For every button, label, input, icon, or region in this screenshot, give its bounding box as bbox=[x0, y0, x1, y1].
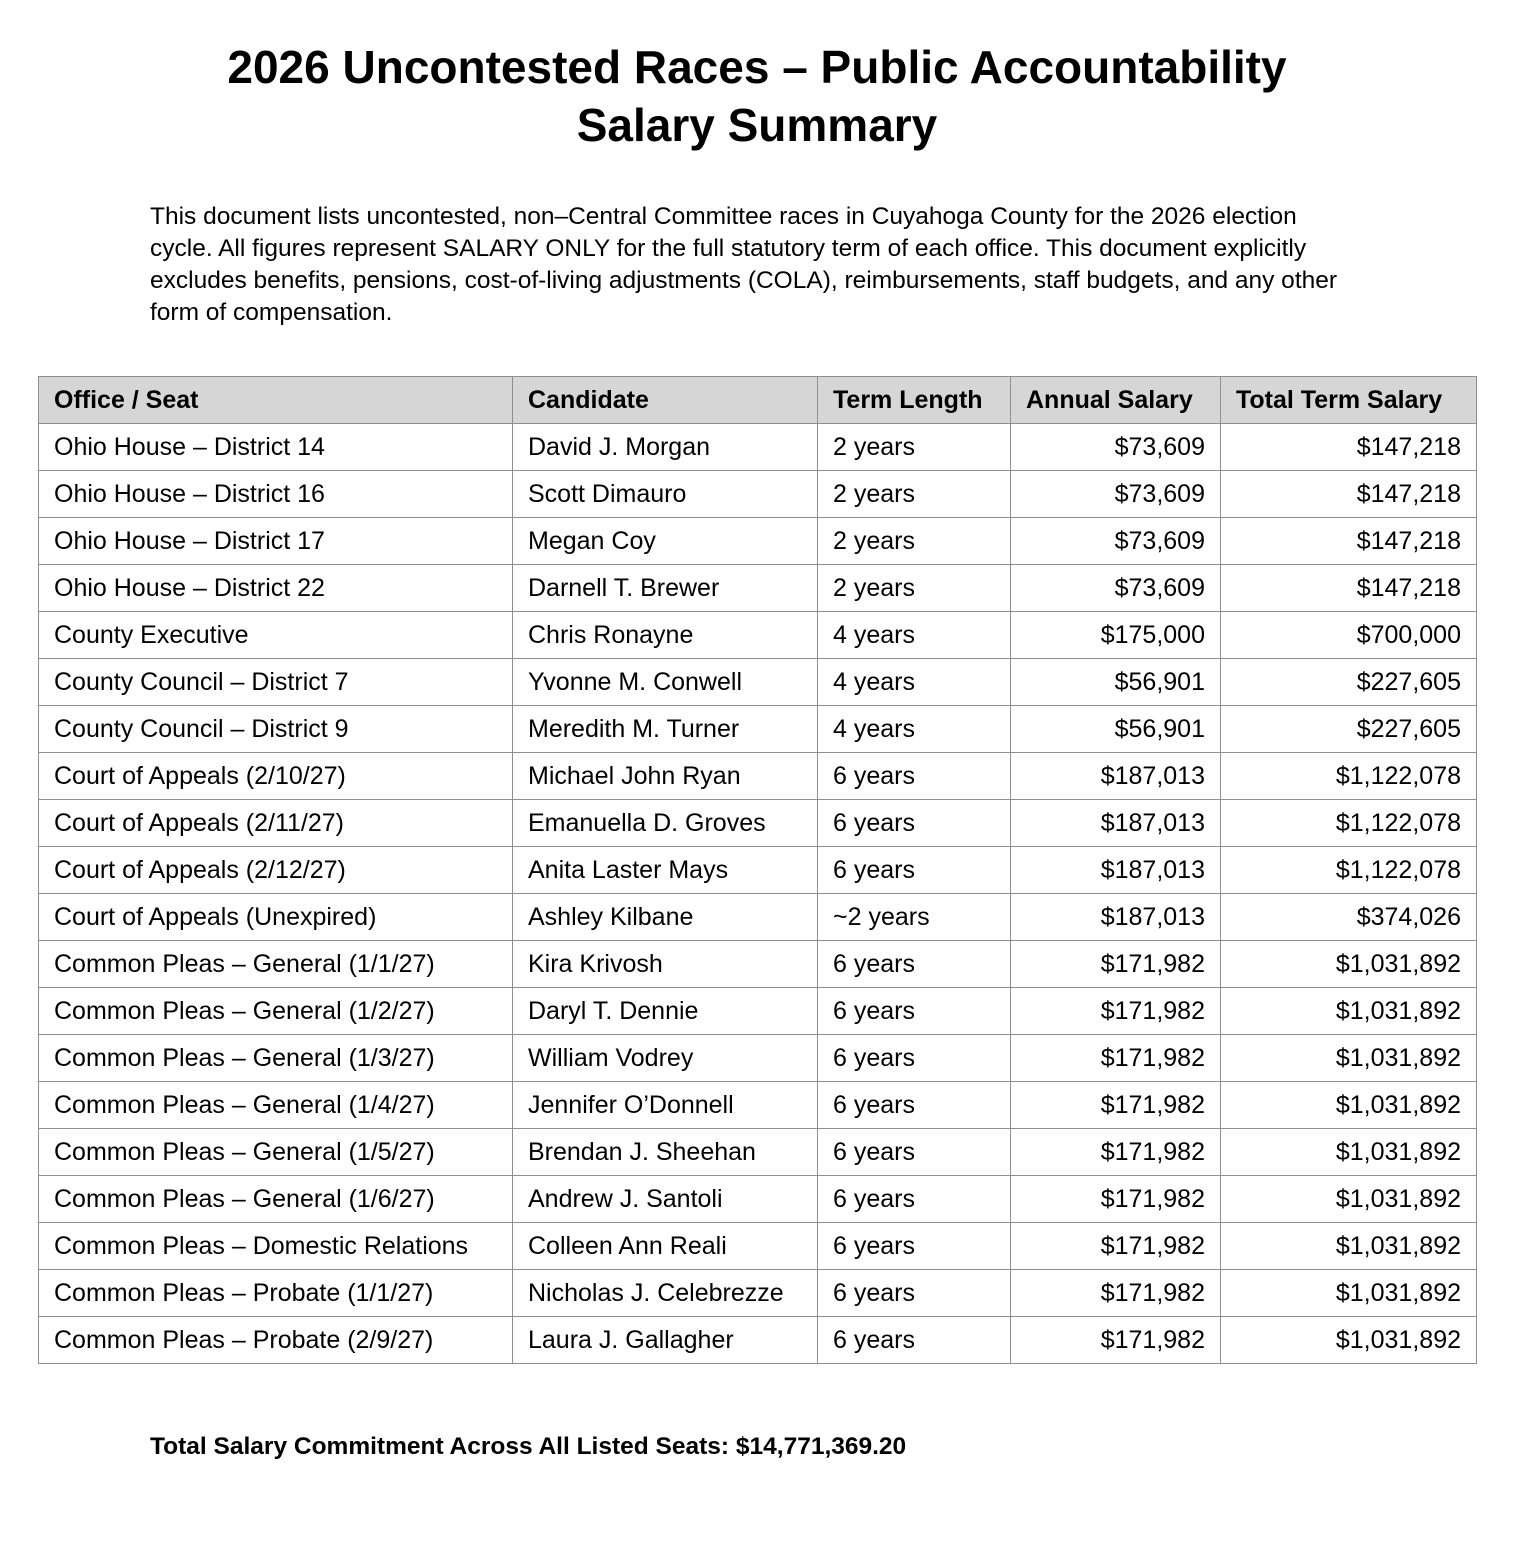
annual-salary-cell: $171,982 bbox=[1011, 988, 1221, 1035]
term-length-cell: 6 years bbox=[818, 988, 1011, 1035]
annual-salary-cell: $171,982 bbox=[1011, 1317, 1221, 1364]
term-length-cell: 6 years bbox=[818, 847, 1011, 894]
candidate-cell: Megan Coy bbox=[513, 518, 818, 565]
table-row bbox=[39, 1129, 1477, 1176]
term-length-cell: 2 years bbox=[818, 518, 1011, 565]
office-seat-cell: Common Pleas – General (1/4/27) bbox=[39, 1082, 513, 1129]
office-seat-cell: Common Pleas – General (1/5/27) bbox=[39, 1129, 513, 1176]
annual-salary-cell: $187,013 bbox=[1011, 753, 1221, 800]
term-length-cell: 6 years bbox=[818, 1129, 1011, 1176]
total-term-salary-cell: $1,031,892 bbox=[1221, 1317, 1477, 1364]
office-seat-cell: Common Pleas – General (1/6/27) bbox=[39, 1176, 513, 1223]
term-length-cell: 4 years bbox=[818, 659, 1011, 706]
table-row bbox=[39, 753, 1477, 800]
office-seat-cell: Common Pleas – Domestic Relations bbox=[39, 1223, 513, 1270]
office-seat-cell: Ohio House – District 14 bbox=[39, 424, 513, 471]
total-term-salary-cell: $147,218 bbox=[1221, 424, 1477, 471]
total-term-salary-cell: $147,218 bbox=[1221, 518, 1477, 565]
term-length-cell: 2 years bbox=[818, 565, 1011, 612]
table-row bbox=[39, 894, 1477, 941]
office-seat-cell: Common Pleas – Probate (1/1/27) bbox=[39, 1270, 513, 1317]
candidate-cell: Jennifer O’Donnell bbox=[513, 1082, 818, 1129]
header-row bbox=[39, 377, 1477, 424]
term-length-cell: 6 years bbox=[818, 753, 1011, 800]
total-term-salary-cell: $1,031,892 bbox=[1221, 1223, 1477, 1270]
term-length-cell: 6 years bbox=[818, 941, 1011, 988]
page-title-line-2: Salary Summary bbox=[576, 99, 938, 151]
total-term-salary-cell: $374,026 bbox=[1221, 894, 1477, 941]
table-header bbox=[39, 377, 1477, 424]
table-row bbox=[39, 800, 1477, 847]
annual-salary-cell: $56,901 bbox=[1011, 706, 1221, 753]
term-length-cell: 6 years bbox=[818, 1223, 1011, 1270]
annual-salary-cell: $171,982 bbox=[1011, 1223, 1221, 1270]
candidate-cell: Scott Dimauro bbox=[513, 471, 818, 518]
candidate-cell: Emanuella D. Groves bbox=[513, 800, 818, 847]
candidate-cell: Colleen Ann Reali bbox=[513, 1223, 818, 1270]
office-seat-cell: Court of Appeals (2/10/27) bbox=[39, 753, 513, 800]
office-seat-cell: Common Pleas – Probate (2/9/27) bbox=[39, 1317, 513, 1364]
annual-salary-cell: $187,013 bbox=[1011, 800, 1221, 847]
table-row bbox=[39, 471, 1477, 518]
table-row bbox=[39, 1176, 1477, 1223]
annual-salary-cell: $187,013 bbox=[1011, 894, 1221, 941]
term-length-cell: 2 years bbox=[818, 424, 1011, 471]
office-seat-cell: County Executive bbox=[39, 612, 513, 659]
office-seat-cell: Common Pleas – General (1/1/27) bbox=[39, 941, 513, 988]
annual-salary-cell: $73,609 bbox=[1011, 565, 1221, 612]
annual-salary-cell: $73,609 bbox=[1011, 424, 1221, 471]
total-term-salary-cell: $1,122,078 bbox=[1221, 847, 1477, 894]
office-seat-cell: Court of Appeals (Unexpired) bbox=[39, 894, 513, 941]
total-term-salary-cell: $1,031,892 bbox=[1221, 1082, 1477, 1129]
office-seat-cell: Ohio House – District 22 bbox=[39, 565, 513, 612]
table-row bbox=[39, 1270, 1477, 1317]
total-term-salary-cell: $1,031,892 bbox=[1221, 1176, 1477, 1223]
annual-salary-cell: $73,609 bbox=[1011, 471, 1221, 518]
table-row bbox=[39, 565, 1477, 612]
total-term-salary-cell: $147,218 bbox=[1221, 565, 1477, 612]
term-length-cell: 6 years bbox=[818, 1317, 1011, 1364]
table-row bbox=[39, 847, 1477, 894]
annual-salary-cell: $187,013 bbox=[1011, 847, 1221, 894]
candidate-cell: David J. Morgan bbox=[513, 424, 818, 471]
total-term-salary-cell: $1,122,078 bbox=[1221, 800, 1477, 847]
candidate-cell: Meredith M. Turner bbox=[513, 706, 818, 753]
header-candidate: Candidate bbox=[513, 377, 818, 424]
term-length-cell: 6 years bbox=[818, 1270, 1011, 1317]
candidate-cell: Andrew J. Santoli bbox=[513, 1176, 818, 1223]
total-term-salary-cell: $147,218 bbox=[1221, 471, 1477, 518]
candidate-cell: Kira Krivosh bbox=[513, 941, 818, 988]
table-row bbox=[39, 518, 1477, 565]
header-office-seat: Office / Seat bbox=[39, 377, 513, 424]
term-length-cell: ~2 years bbox=[818, 894, 1011, 941]
annual-salary-cell: $171,982 bbox=[1011, 1176, 1221, 1223]
page-title-line-1: 2026 Uncontested Races – Public Accountability bbox=[227, 41, 1287, 93]
candidate-cell: William Vodrey bbox=[513, 1035, 818, 1082]
table-row bbox=[39, 424, 1477, 471]
candidate-cell: Darnell T. Brewer bbox=[513, 565, 818, 612]
header-term-length: Term Length bbox=[818, 377, 1011, 424]
page-title bbox=[0, 38, 1514, 154]
office-seat-cell: Ohio House – District 17 bbox=[39, 518, 513, 565]
office-seat-cell: Court of Appeals (2/11/27) bbox=[39, 800, 513, 847]
total-term-salary-cell: $227,605 bbox=[1221, 706, 1477, 753]
term-length-cell: 6 years bbox=[818, 800, 1011, 847]
annual-salary-cell: $56,901 bbox=[1011, 659, 1221, 706]
term-length-cell: 4 years bbox=[818, 612, 1011, 659]
candidate-cell: Daryl T. Dennie bbox=[513, 988, 818, 1035]
annual-salary-cell: $171,982 bbox=[1011, 1035, 1221, 1082]
table-row bbox=[39, 659, 1477, 706]
annual-salary-cell: $175,000 bbox=[1011, 612, 1221, 659]
intro-paragraph: This document lists uncontested, non–Central Committee races in Cuyahoga County for the 2026 election cycle. All figures represent SALARY ONLY for the full statutory term of each office. This document explicitly excludes benefits, pensions, cost-of-living adjustments (COLA), reimbursements, staff budgets, and any other form of compensation. bbox=[150, 203, 1338, 326]
table-row bbox=[39, 1317, 1477, 1364]
term-length-cell: 4 years bbox=[818, 706, 1011, 753]
term-length-cell: 2 years bbox=[818, 471, 1011, 518]
candidate-cell: Michael John Ryan bbox=[513, 753, 818, 800]
office-seat-cell: Ohio House – District 16 bbox=[39, 471, 513, 518]
total-salary-commitment: Total Salary Commitment Across All Listed Seats: $14,771,369.20 bbox=[150, 1433, 907, 1460]
office-seat-cell: Common Pleas – General (1/3/27) bbox=[39, 1035, 513, 1082]
total-term-salary-cell: $227,605 bbox=[1221, 659, 1477, 706]
total-term-salary-cell: $1,031,892 bbox=[1221, 1129, 1477, 1176]
annual-salary-cell: $171,982 bbox=[1011, 941, 1221, 988]
table-row bbox=[39, 1035, 1477, 1082]
annual-salary-cell: $171,982 bbox=[1011, 1082, 1221, 1129]
annual-salary-cell: $171,982 bbox=[1011, 1270, 1221, 1317]
total-term-salary-cell: $1,031,892 bbox=[1221, 941, 1477, 988]
header-total-term-salary: Total Term Salary bbox=[1221, 377, 1477, 424]
candidate-cell: Anita Laster Mays bbox=[513, 847, 818, 894]
office-seat-cell: County Council – District 7 bbox=[39, 659, 513, 706]
total-term-salary-cell: $1,031,892 bbox=[1221, 1270, 1477, 1317]
candidate-cell: Nicholas J. Celebrezze bbox=[513, 1270, 818, 1317]
candidate-cell: Laura J. Gallagher bbox=[513, 1317, 818, 1364]
table-row bbox=[39, 988, 1477, 1035]
office-seat-cell: Court of Appeals (2/12/27) bbox=[39, 847, 513, 894]
candidate-cell: Yvonne M. Conwell bbox=[513, 659, 818, 706]
office-seat-cell: County Council – District 9 bbox=[39, 706, 513, 753]
annual-salary-cell: $73,609 bbox=[1011, 518, 1221, 565]
table-row bbox=[39, 1082, 1477, 1129]
table-row bbox=[39, 612, 1477, 659]
total-term-salary-cell: $1,031,892 bbox=[1221, 1035, 1477, 1082]
table-row bbox=[39, 1223, 1477, 1270]
salary-table bbox=[38, 376, 1477, 1364]
candidate-cell: Brendan J. Sheehan bbox=[513, 1129, 818, 1176]
total-term-salary-cell: $1,031,892 bbox=[1221, 988, 1477, 1035]
candidate-cell: Ashley Kilbane bbox=[513, 894, 818, 941]
total-term-salary-cell: $1,122,078 bbox=[1221, 753, 1477, 800]
candidate-cell: Chris Ronayne bbox=[513, 612, 818, 659]
office-seat-cell: Common Pleas – General (1/2/27) bbox=[39, 988, 513, 1035]
table-row bbox=[39, 941, 1477, 988]
term-length-cell: 6 years bbox=[818, 1082, 1011, 1129]
table-body bbox=[39, 424, 1477, 1364]
total-term-salary-cell: $700,000 bbox=[1221, 612, 1477, 659]
header-annual-salary: Annual Salary bbox=[1011, 377, 1221, 424]
term-length-cell: 6 years bbox=[818, 1176, 1011, 1223]
table-row bbox=[39, 706, 1477, 753]
annual-salary-cell: $171,982 bbox=[1011, 1129, 1221, 1176]
term-length-cell: 6 years bbox=[818, 1035, 1011, 1082]
